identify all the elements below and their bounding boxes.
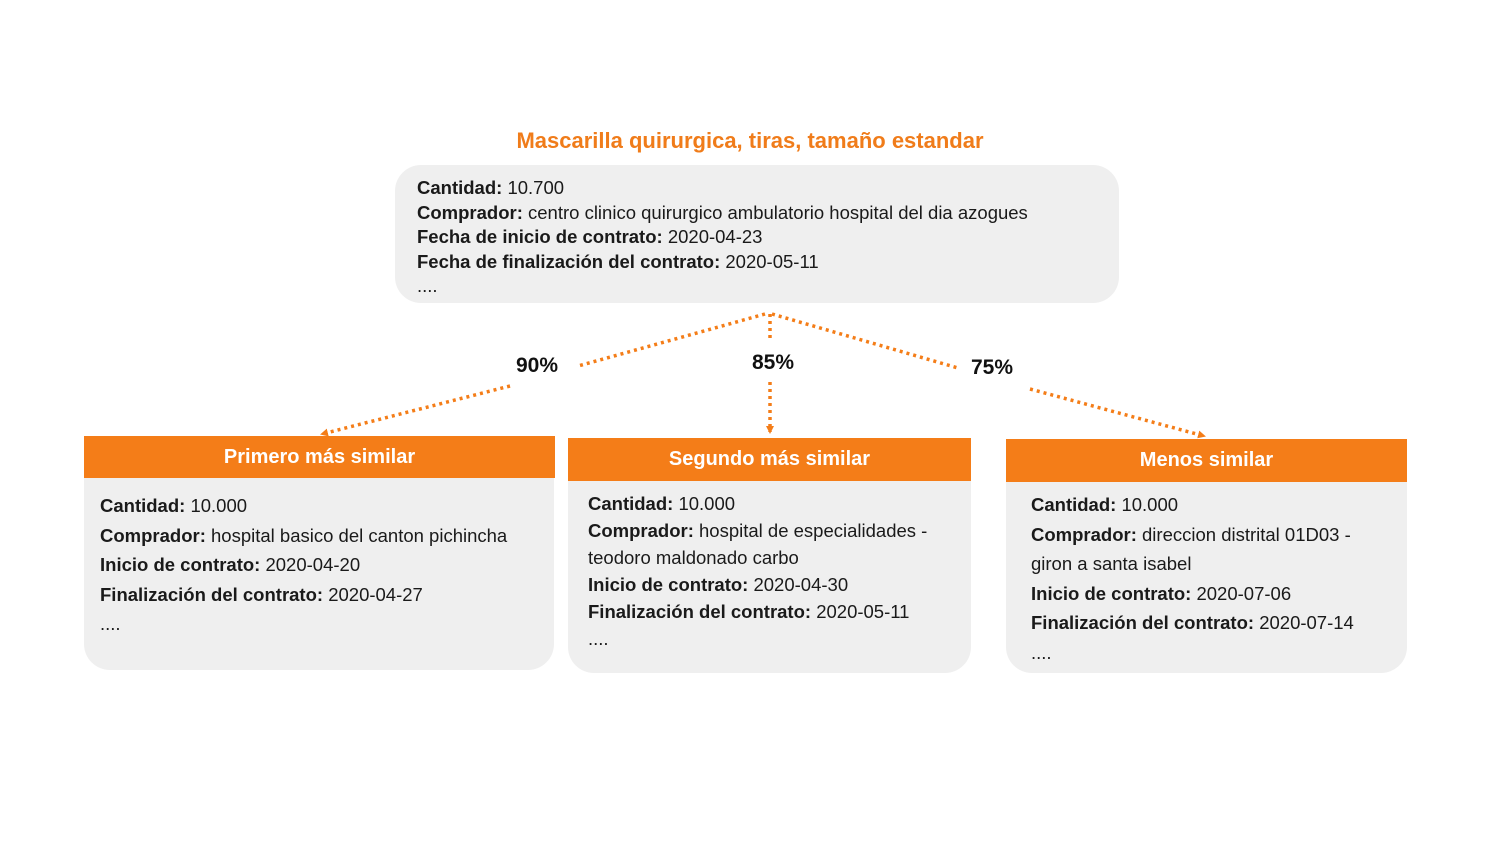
arrow-to-first-lower <box>322 386 510 434</box>
second-row-buyer: Comprador: hospital de especialidades - teodoro maldonado carbo <box>588 520 928 568</box>
similarity-percent-third: 75% <box>971 356 1014 379</box>
first-similar-card <box>84 478 554 670</box>
arrow-to-first <box>578 314 765 366</box>
source-row-buyer: Comprador: centro clinico quirurgico ambulatorio hospital del dia azogues <box>417 201 1028 223</box>
second-ellipsis: .... <box>588 628 609 649</box>
first-row-start: Inicio de contrato: 2020-04-20 <box>100 554 361 575</box>
similarity-percent-second: 85% <box>752 351 795 374</box>
second-row-start: Inicio de contrato: 2020-04-30 <box>588 574 849 595</box>
first-row-quantity: Cantidad: 10.000 <box>100 495 248 516</box>
second-similar-card <box>568 481 971 673</box>
first-row-buyer: Comprador: hospital basico del canton pichincha <box>100 524 508 546</box>
source-ellipsis: .... <box>417 275 438 296</box>
source-card <box>395 165 1119 303</box>
first-ellipsis: .... <box>100 613 121 634</box>
third-row-quantity: Cantidad: 10.000 <box>1031 494 1179 515</box>
source-row-quantity: Cantidad: 10.700 <box>417 177 565 198</box>
second-row-end: Finalización del contrato: 2020-05-11 <box>588 601 910 622</box>
source-row-start: Fecha de inicio de contrato: 2020-04-23 <box>417 226 763 247</box>
source-row-end: Fecha de finalización del contrato: 2020-05-11 <box>417 250 819 272</box>
similarity-percent-first: 90% <box>516 354 559 377</box>
second-row-quantity: Cantidad: 10.000 <box>588 493 736 514</box>
third-row-start: Inicio de contrato: 2020-07-06 <box>1031 582 1292 604</box>
third-row-end: Finalización del contrato: 2020-07-14 <box>1031 612 1354 633</box>
third-ellipsis: .... <box>1031 641 1052 663</box>
arrow-to-third-lower <box>1030 389 1204 436</box>
arrow-to-third <box>772 314 958 368</box>
first-row-end: Finalización del contrato: 2020-04-27 <box>100 583 423 605</box>
least-similar-header: Menos similar <box>1006 439 1407 482</box>
least-similar-card <box>1006 482 1407 673</box>
page-title: Mascarilla quirurgica, tiras, tamaño estandar <box>516 128 984 153</box>
first-similar-header: Primero más similar <box>84 436 555 478</box>
second-similar-header: Segundo más similar <box>568 438 971 481</box>
third-row-buyer: Comprador: direccion distrital 01D03 - giron a santa isabel <box>1031 523 1351 574</box>
